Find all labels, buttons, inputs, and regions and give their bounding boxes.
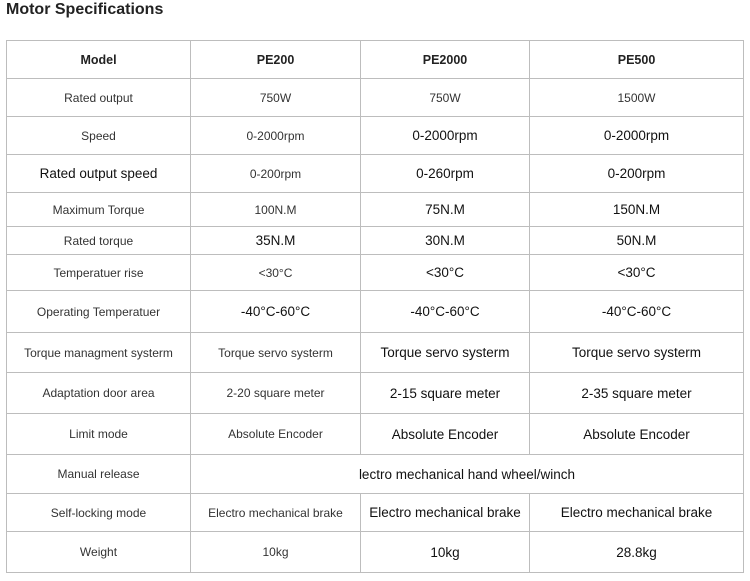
table-cell: <30°C [530, 255, 744, 291]
table-cell: 150N.M [530, 193, 744, 227]
row-label: Rated torque [7, 227, 191, 255]
table-row [7, 494, 744, 532]
row-label: Adaptation door area [7, 373, 191, 414]
table-cell: 0-2000rpm [191, 117, 361, 155]
row-label: Weight [7, 532, 191, 573]
table-cell: 30N.M [361, 227, 530, 255]
table-cell: 0-2000rpm [530, 117, 744, 155]
table-cell: 75N.M [361, 193, 530, 227]
row-label [7, 291, 191, 333]
row-label-text: Operating Temperatuer [36, 304, 161, 319]
table-header-row [7, 41, 744, 79]
table-cell: 2-15 square meter [361, 373, 530, 414]
header-pe2000: PE2000 [361, 41, 530, 79]
table-cell: -40°C-60°C [191, 291, 361, 333]
row-label: Temperatuer rise [7, 255, 191, 291]
table-row [7, 255, 744, 291]
table-cell: Absolute Encoder [530, 414, 744, 455]
row-label: Rated output speed [7, 155, 191, 193]
header-model: Model [7, 41, 191, 79]
table-cell: 750W [361, 79, 530, 117]
row-label: Speed [7, 117, 191, 155]
table-cell: <30°C [191, 255, 361, 291]
merged-cell: lectro mechanical hand wheel/winch [191, 455, 744, 494]
table-cell: 28.8kg [530, 532, 744, 573]
table-cell: Torque servo systerm [191, 333, 361, 373]
table-row [7, 291, 744, 333]
table-row [7, 532, 744, 573]
row-label: Torque managment systerm [7, 333, 191, 373]
table-cell: 0-200rpm [191, 155, 361, 193]
row-label: Manual release [7, 455, 191, 494]
motor-specifications-table [6, 40, 744, 573]
row-label: Maximum Torque [7, 193, 191, 227]
table-cell: 35N.M [191, 227, 361, 255]
table-row [7, 227, 744, 255]
table-cell: 1500W [530, 79, 744, 117]
table-row [7, 333, 744, 373]
row-label: Rated output [7, 79, 191, 117]
row-label: Limit mode [7, 414, 191, 455]
header-pe200: PE200 [191, 41, 361, 79]
table-cell: Torque servo systerm [530, 333, 744, 373]
table-cell: 10kg [361, 532, 530, 573]
table-cell: 0-260rpm [361, 155, 530, 193]
table-cell: 10kg [191, 532, 361, 573]
table-cell: 50N.M [530, 227, 744, 255]
table-cell: <30°C [361, 255, 530, 291]
table-cell: Electro mechanical brake [191, 494, 361, 532]
table-cell: 750W [191, 79, 361, 117]
table-cell: 0-200rpm [530, 155, 744, 193]
table-cell: -40°C-60°C [361, 291, 530, 333]
table-row [7, 79, 744, 117]
table-cell: 2-35 square meter [530, 373, 744, 414]
table-cell: 100N.M [191, 193, 361, 227]
table-row [7, 455, 744, 494]
table-row [7, 193, 744, 227]
table-cell: Electro mechanical brake [361, 494, 530, 532]
table-cell: Torque servo systerm [361, 333, 530, 373]
row-label: Self-locking mode [7, 494, 191, 532]
page-title: Motor Specifications [6, 1, 164, 18]
table-cell: Absolute Encoder [191, 414, 361, 455]
table-cell: Absolute Encoder [361, 414, 530, 455]
table-row [7, 414, 744, 455]
table-row [7, 373, 744, 414]
table-cell: 0-2000rpm [361, 117, 530, 155]
table-cell: Electro mechanical brake [530, 494, 744, 532]
table-cell: -40°C-60°C [530, 291, 744, 333]
table-cell: 2-20 square meter [191, 373, 361, 414]
header-pe500: PE500 [530, 41, 744, 79]
table-row [7, 117, 744, 155]
table-row [7, 155, 744, 193]
